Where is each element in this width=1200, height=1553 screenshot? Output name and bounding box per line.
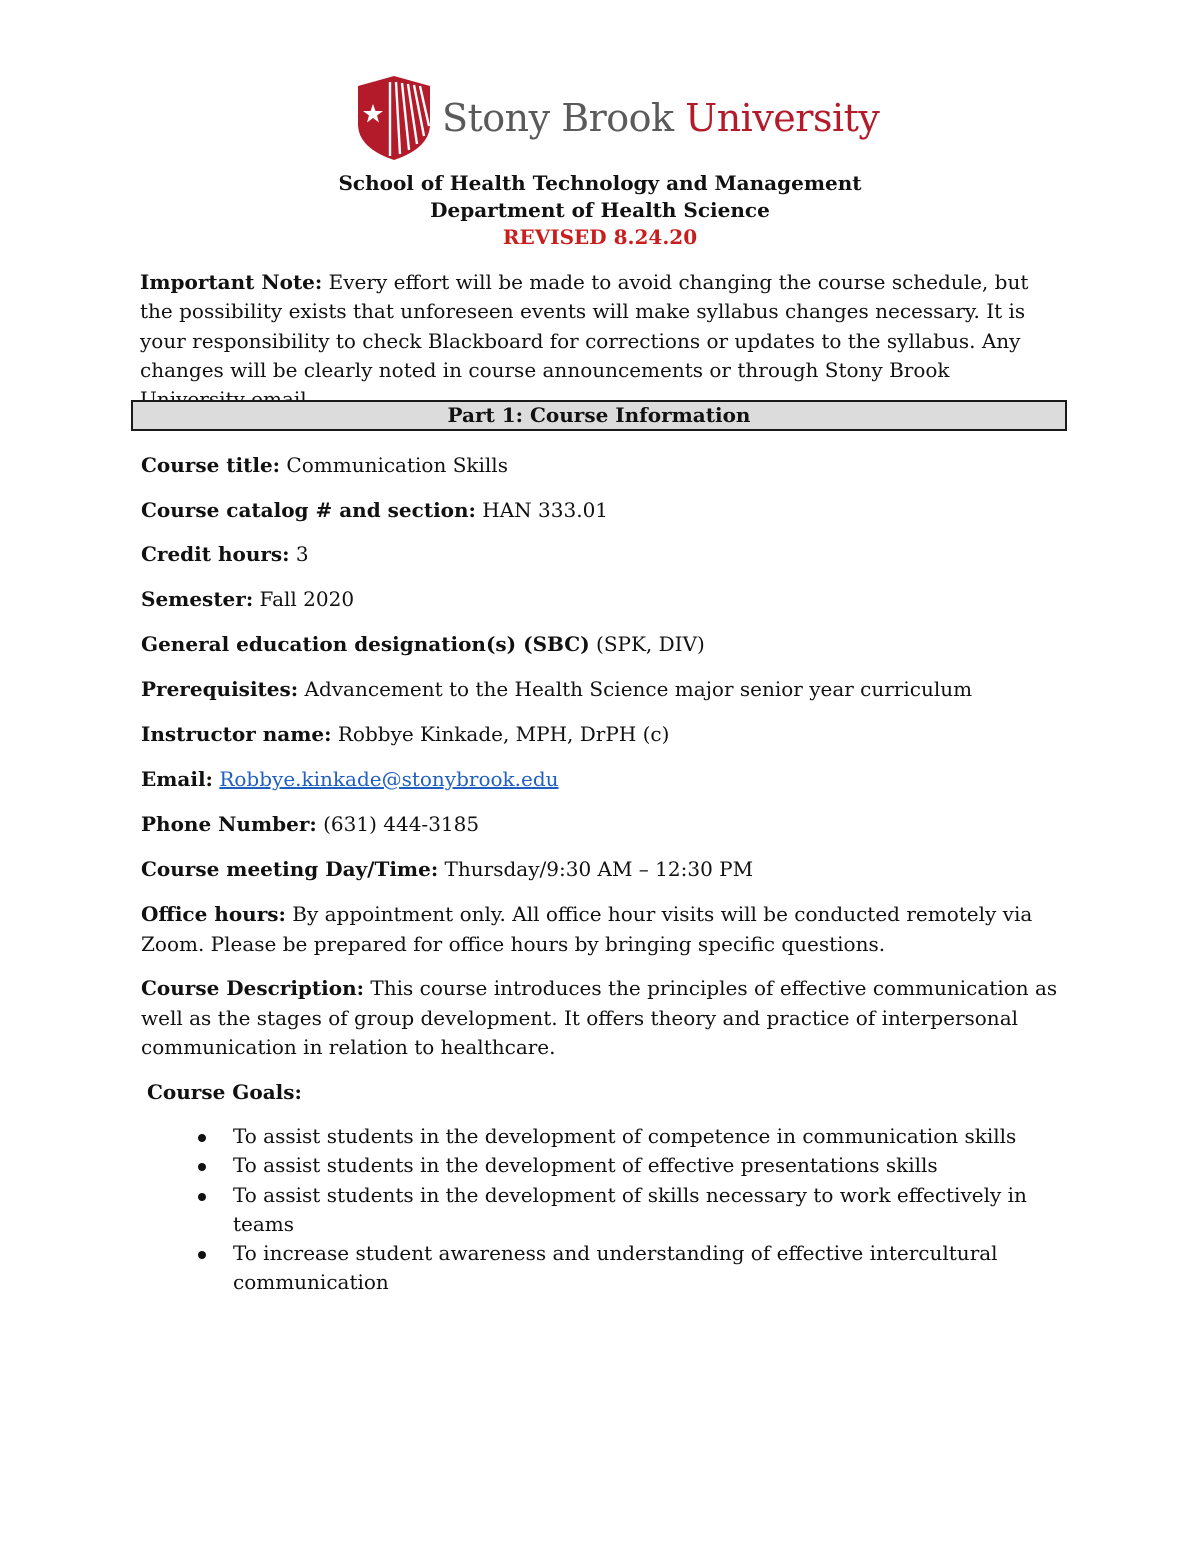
field-prerequisites: Prerequisites: Advancement to the Health Science major senior year curriculum [141,677,973,701]
stony-brook-shield-icon [356,74,432,162]
bullet-icon [198,1163,206,1171]
email-link[interactable]: Robbye.kinkade@stonybrook.edu [219,767,559,791]
list-item: To assist students in the development of effective presentations skills [196,1151,1056,1180]
note-label: Important Note: [140,270,323,294]
field-catalog: Course catalog # and section: HAN 333.01 [141,498,609,522]
field-meeting-time: Course meeting Day/Time: Thursday/9:30 AM – 12:30 PM [141,857,754,881]
field-course-description: Course Description: This course introduces the principles of effective communication as well as the stages of group development. It offers theory and practice of interpersonal communication in relation to healthcare. [141,976,1058,1059]
list-item: To increase student awareness and understanding of effective intercultural communication [196,1239,1056,1298]
section-heading-part1: Part 1: Course Information [131,400,1067,431]
field-credit-hours: Credit hours: 3 [141,542,309,566]
bullet-icon [198,1193,206,1201]
revised-date: REVISED 8.24.20 [502,225,698,249]
field-gen-ed: General education designation(s) (SBC) (SPK, DIV) [141,632,705,656]
list-item: To assist students in the development of competence in communication skills [196,1122,1056,1151]
field-office-hours: Office hours: By appointment only. All office hour visits will be conducted remotely via Zoom. Please be prepared for office hours by bringing specific questions. [141,902,1033,956]
course-goals-list [196,1122,1056,1298]
school-name: School of Health Technology and Management [338,171,862,195]
field-course-title: Course title: Communication Skills [141,453,508,477]
logo-wordmark: Stony Brook University [442,96,880,140]
university-logo [356,74,880,162]
note-text: Every effort will be made to avoid changing the course schedule, but the possibility exists that unforeseen events will make syllabus changes necessary. It is your responsibility to check Blackboard for corrections or updates to the syllabus. Any changes will be clearly noted in course announcements or through Stony Brook [140,270,1029,382]
important-note [140,268,1060,414]
field-email: Email: Robbye.kinkade@stonybrook.edu [141,767,559,791]
bullet-icon [198,1251,206,1259]
field-phone: Phone Number: (631) 444-3185 [141,812,480,836]
course-goals-title: Course Goals: [147,1080,302,1104]
bullet-icon [198,1134,206,1142]
department-name: Department of Health Science [430,198,770,222]
field-instructor: Instructor name: Robbye Kinkade, MPH, DrPH (c) [141,722,670,746]
field-semester: Semester: Fall 2020 [141,587,355,611]
list-item: To assist students in the development of skills necessary to work effectively in teams [196,1181,1056,1240]
